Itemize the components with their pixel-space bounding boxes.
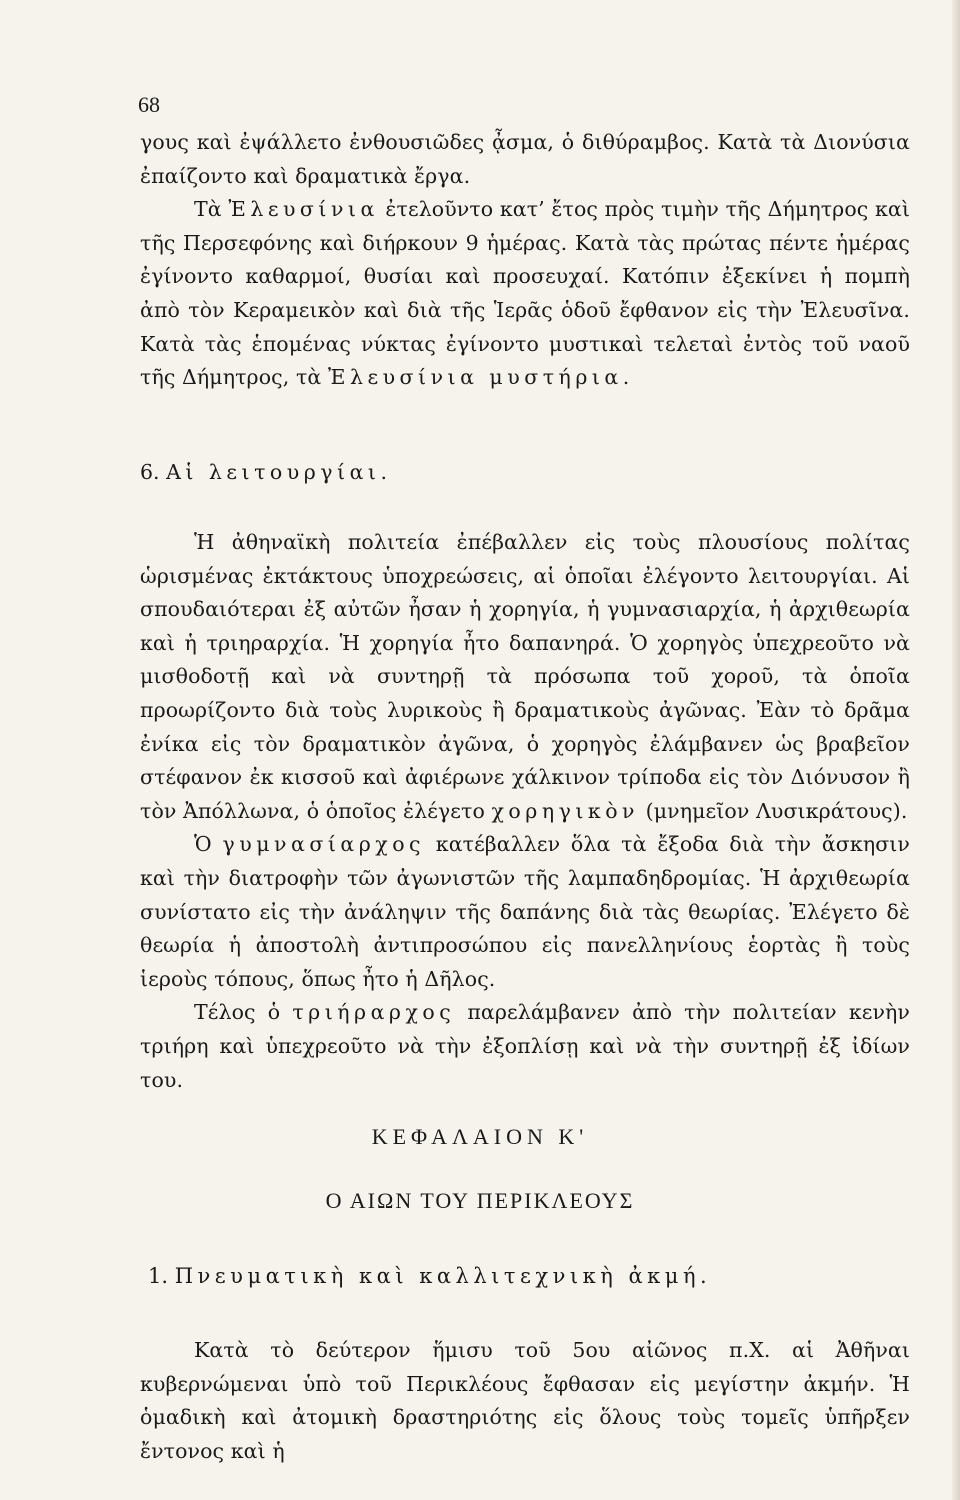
paragraph-text: Τέλος ὁ	[194, 1000, 293, 1025]
chapter-subtitle: Ο ΑΙΩΝ ΤΟΥ ΠΕΡΙΚΛΕΟΥΣ	[325, 1188, 635, 1213]
paragraph-text: παρελάμβανεν ἀπὸ τὴν πολιτείαν κενὴν τριήρη καὶ ὑπεχρεοῦτο νὰ τὴν ἐξοπλίσῃ καὶ νὰ τὴν συντηρῇ ἐξ ἰδίων του.	[140, 1000, 910, 1092]
text-block-festivals	[140, 126, 910, 395]
spaced-term: τριήραρχος	[292, 1000, 456, 1025]
paragraph-text: κατέβαλλεν ὅλα τὰ ἔξοδα διὰ τὴν ἄσκησιν καὶ τὴν διατροφὴν τῶν ἀγωνιστῶν τῆς λαμπαδηδρομίας. Ἡ ἀρχιθεωρία συνίστατο εἰς τὴν ἀνάληψιν τῆς δαπάνης διὰ τὰς θεωρίας. Ἐλέγετο δὲ θεωρία ἡ ἀποστολὴ ἀντιπροσώπου εἰς πανελληνίους ἑορτὰς ἢ τοὺς ἱεροὺς τόπους, ὅπως ἦτο ἡ Δῆλος.	[140, 832, 910, 991]
section-number: 6.	[140, 460, 167, 484]
paragraph-gymnasiarchia	[140, 828, 910, 996]
paragraph-text: (μνημεῖον Λυσικράτους).	[639, 798, 908, 823]
text-block-liturgies	[140, 526, 910, 1097]
paragraph-text: Τὰ	[194, 197, 229, 222]
spaced-term: γυμνασίαρχος	[222, 832, 426, 857]
chapter-heading: ΚΕΦΑΛΑΙΟΝ Κ'	[371, 1124, 589, 1149]
spaced-term: χορηγικὸν	[491, 798, 640, 823]
spaced-term: Ἐλευσίνια	[228, 197, 379, 222]
paragraph-trierarchia	[140, 996, 910, 1097]
paragraph-text: ἐτελοῦντο κατ’ ἔτος πρὸς τιμὴν τῆς Δήμητρος καὶ τῆς Περσεφόνης καὶ διήρκουν 9 ἡμέρας. Κατὰ τὰς πρώτας πέντε ἡμέρας ἐγίνοντο καθαρμοί, θυσίαι καὶ προσευχαί. Κατόπιν ἐξεκίνει ἡ πομπὴ ἀπὸ τὸν Κεραμεικὸν καὶ διὰ τῆς Ἱερᾶς ὁδοῦ ἔφθανον εἰς τὴν Ἐλευσῖνα. Κατὰ τὰς ἑπομένας νύκτας ἐγίνοντο μυστικαὶ τελεταὶ ἐντὸς τοῦ ναοῦ τῆς Δήμητρος, τὰ	[140, 197, 910, 390]
page-number: 68	[138, 92, 160, 117]
paragraph-text: Ἡ ἀθηναϊκὴ πολιτεία ἐπέβαλλεν εἰς τοὺς πλουσίους πολίτας ὡρισμένας ἐκτάκτους ὑποχρεώσεις, αἱ ὁποῖαι ἐλέγοντο λειτουργίαι. Αἱ σπουδαιότεραι ἐξ αὐτῶν ἦσαν ἡ χορηγία, ἡ γυμνασιαρχία, ἡ ἀρχιθεωρία καὶ ἡ τριηραρχία. Ἡ χορηγία ἦτο δαπανηρά. Ὁ χορηγὸς ὑπεχρεοῦτο νὰ μισθοδοτῇ καὶ νὰ συντηρῇ τὰ πρόσωπα τοῦ χοροῦ, τὰ ὁποῖα προωρίζοντο διὰ τοὺς λυρικοὺς ἢ δραματικοὺς ἀγῶνας. Ἐὰν τὸ δρᾶμα ἐνίκα εἰς τὸν δραματικὸν ἀγῶνα, ὁ χορηγὸς ἐλάμβανεν ὡς βραβεῖον στέφανον ἐκ κισσοῦ καὶ ἀφιέρωνε χάλκινον τρίποδα εἰς τὸν Διόνυσον ἢ τὸν Ἀπόλλωνα, ὁ ὁποῖος ἐλέγετο	[140, 530, 910, 823]
section-heading-liturgies	[140, 460, 391, 484]
spaced-term: Ἐλευσίνια μυστήρια.	[327, 365, 634, 390]
section-title: Πνευματικὴ καὶ καλλιτεχνικὴ ἀκμή.	[174, 1264, 712, 1288]
paragraph-dionysia: γους καὶ ἐψάλλετο ἐνθουσιῶδες ᾆσμα, ὁ διθύραμβος. Κατὰ τὰ Διονύσια ἐπαίζοντο καὶ δραματικὰ ἔργα.	[140, 130, 910, 188]
text-block-pericles	[140, 1334, 910, 1468]
paragraph-pericles: Κατὰ τὸ δεύτερον ἥμισυ τοῦ 5ου αἰῶνος π.Χ. αἱ Ἀθῆναι κυβερνώμεναι ὑπὸ τοῦ Περικλέους ἔφθασαν εἰς μεγίστην ἀκμήν. Ἡ ὁμαδικὴ καὶ ἀτομικὴ δραστηριότης εἰς ὅλους τοὺς τομεῖς ὑπῆρξεν ἔντονος καὶ ἡ	[140, 1338, 910, 1463]
page-edge-shadow	[952, 0, 960, 1500]
paragraph-eleusinia	[140, 193, 910, 395]
section-number: 1.	[148, 1264, 175, 1288]
section-heading-akme	[148, 1264, 711, 1288]
section-title: Αἱ λειτουργίαι.	[166, 460, 392, 484]
paragraph-choregia	[140, 526, 910, 828]
paragraph-text: Ὁ	[194, 832, 223, 857]
